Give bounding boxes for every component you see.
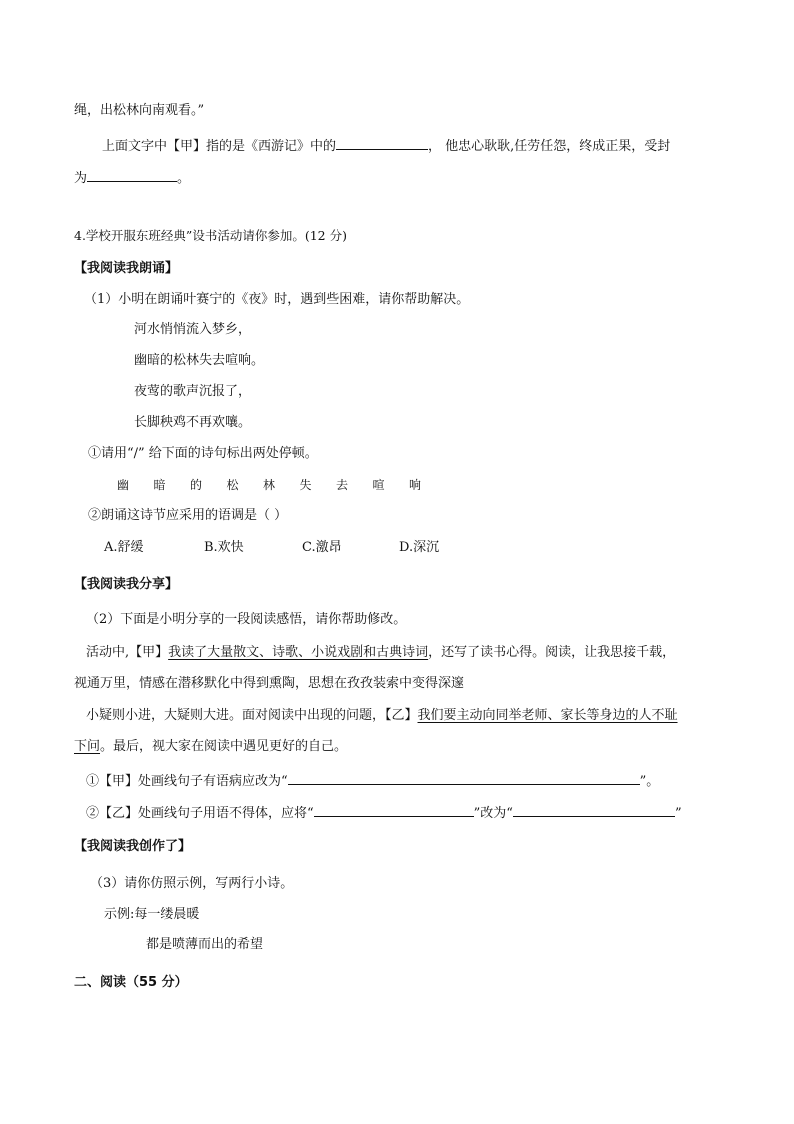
answer-blank xyxy=(87,168,177,182)
question-4-heading: 4.学校开服东班经典”设书活动请你参加。(12 分) xyxy=(74,228,347,243)
share-paragraph-line-3 xyxy=(86,709,678,722)
top-line-3 xyxy=(74,168,190,185)
poem-char: 的 xyxy=(190,478,203,492)
poem-chars-row xyxy=(117,479,446,491)
underlined-sentence-yi: 我们要主动向同举老师、家长等身边的人不耻 xyxy=(417,708,678,723)
sub-question-3 xyxy=(86,771,659,788)
sub-question-4-text: ②【乙】处画线句子用语不得体，应将“ xyxy=(86,806,314,821)
para-text: 小疑则小进，大疑则大进。面对阅读中出现的问题，【乙】 xyxy=(86,708,418,723)
answer-blank xyxy=(336,136,428,150)
poem-line: 夜莺的歌声沉报了， xyxy=(134,384,252,399)
q4-part-3-prompt: （3）请你仿照示例，写两行小诗。 xyxy=(90,876,294,891)
top-line-2-text-b: ， 他忠心耿耿,任劳任怨，终成正果，受封 xyxy=(428,139,671,154)
sub-question-1: ①请用“/” 给下面的诗句标出两处停顿。 xyxy=(88,446,318,461)
para-text: ，还写了读书心得。阅读，让我思接千载， xyxy=(428,645,676,660)
para-text: 。最后，视大家在阅读中遇见更好的自己。 xyxy=(100,739,348,754)
top-line-3-text-b: 。 xyxy=(177,171,191,186)
share-paragraph-line-1 xyxy=(86,646,675,659)
sub-question-4-close: ” xyxy=(674,806,682,821)
section-read-recite: 【我阅读我朗诵】 xyxy=(74,261,179,276)
top-line-2 xyxy=(102,136,670,153)
poem-char: 松 xyxy=(226,478,239,492)
section-read-share: 【我阅读我分享】 xyxy=(74,577,179,592)
poem-line: 河水悄悄流入梦乡， xyxy=(134,322,252,337)
sub-question-3-text: ①【甲】处画线句子有语病应改为“ xyxy=(86,774,288,789)
underlined-sentence-yi-end: 下问 xyxy=(74,739,101,754)
option-c: C.激昂 xyxy=(302,540,342,555)
answer-blank xyxy=(314,803,474,817)
answer-blank xyxy=(288,771,640,785)
top-line-2-text-a: 上面文字中【甲】指的是《西游记》中的 xyxy=(102,139,337,154)
poem-line: 幽暗的松林失去喧响。 xyxy=(134,353,265,368)
answer-blank xyxy=(513,803,675,817)
poem-char: 林 xyxy=(263,478,276,492)
para-text: 活动中,【甲】 xyxy=(86,645,169,660)
sub-question-4 xyxy=(86,803,682,820)
poem-char: 幽 xyxy=(117,478,130,492)
sub-question-2: ②朗诵这诗节应采用的语调是（ ） xyxy=(88,508,288,523)
q4-part-1-prompt: （1）小明在朗诵叶赛宁的《夜》时，遇到些困难，请你帮助解决。 xyxy=(84,292,470,307)
top-line-3-text-a: 为 xyxy=(74,171,88,186)
poem-line: 长脚秧鸡不再欢嚷。 xyxy=(134,415,252,430)
option-d: D.深沉 xyxy=(399,540,440,555)
option-a: A.舒缓 xyxy=(104,540,144,555)
part-2-heading: 二、阅读（55 分） xyxy=(74,975,188,990)
top-line-1: 绳，出松林向南观看。” xyxy=(74,103,205,118)
share-paragraph-line-2: 视通万里，情感在潜移默化中得到熏陶，思想在孜孜装索中变得深邃 xyxy=(74,676,465,691)
share-paragraph-line-4 xyxy=(74,740,347,753)
q4-part-2-prompt: （2）下面是小明分享的一段阅读感悟，请你帮助修改。 xyxy=(86,612,407,627)
option-b: B.欢快 xyxy=(204,540,244,555)
underlined-sentence-jia: 我读了大量散文、诗歌、小说戏剧和古典诗词 xyxy=(168,645,429,660)
poem-char: 去 xyxy=(336,478,349,492)
poem-char: 失 xyxy=(299,478,312,492)
options-row xyxy=(104,541,439,554)
poem-char: 暗 xyxy=(153,478,166,492)
sub-question-4-mid: ”改为“ xyxy=(473,806,513,821)
section-read-create: 【我阅读我创作了】 xyxy=(74,839,192,854)
example-line-2: 都是喷薄而出的希望 xyxy=(146,937,264,952)
example-line-1: 示例:每一缕晨暖 xyxy=(104,907,200,922)
poem-char: 喧 xyxy=(372,478,385,492)
poem-char: 响 xyxy=(409,478,422,492)
sub-question-3-close: ”。 xyxy=(639,774,660,789)
